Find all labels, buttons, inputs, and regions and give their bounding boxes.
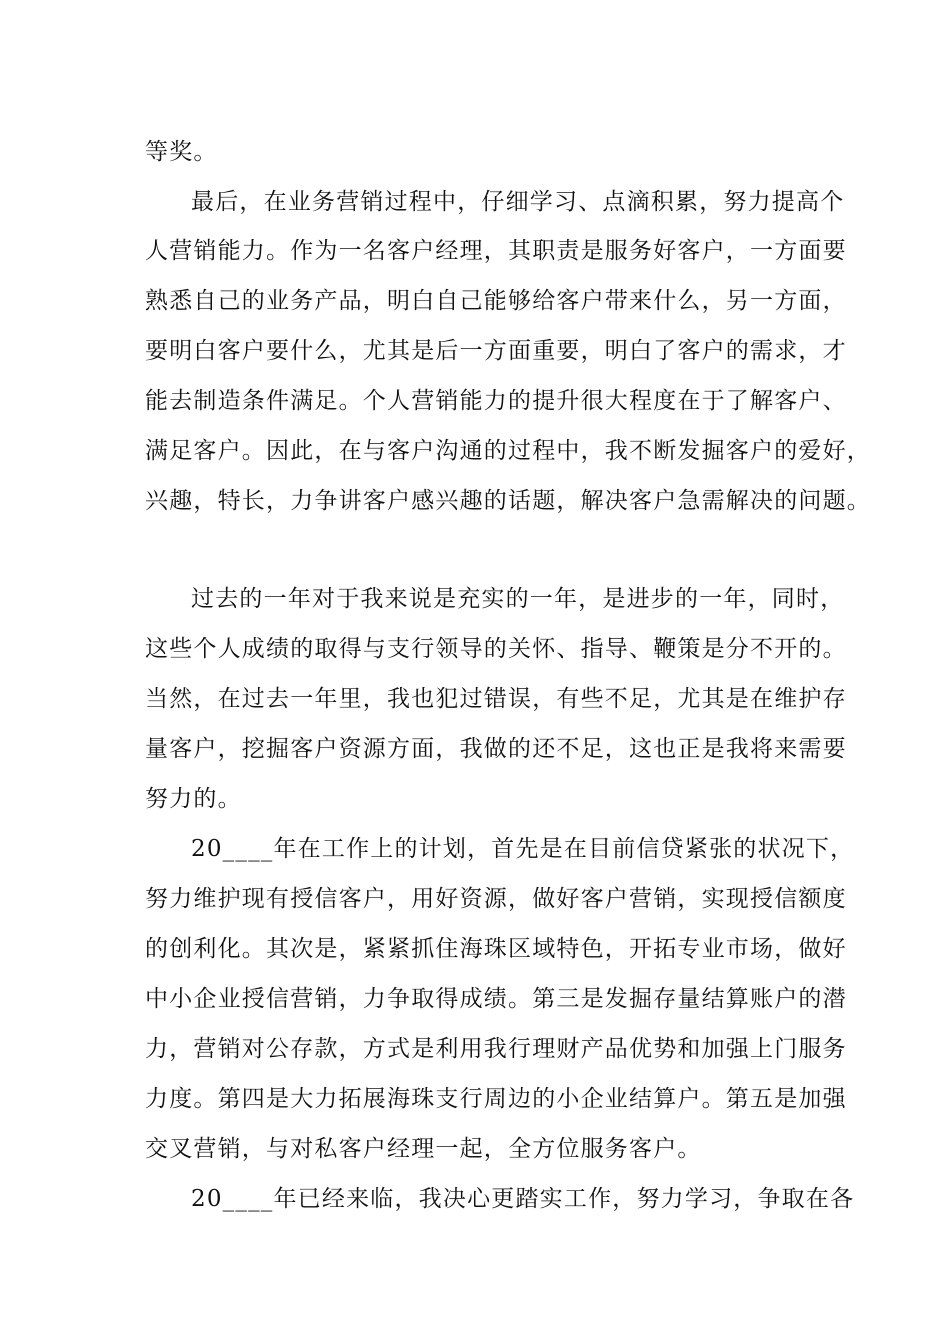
- paragraph-line: 等奖。: [145, 139, 218, 165]
- paragraph-line: 人营销能力。作为一名客户经理，其职责是服务好客户，一方面要: [145, 238, 847, 264]
- paragraph-line: 交叉营销，与对私客户经理一起，全方位服务客户。: [145, 1136, 702, 1162]
- paragraph-line: 20____年在工作上的计划，首先是在目前信贷紧张的状况下，: [191, 836, 855, 862]
- paragraph-line: 的创利化。其次是，紧紧抓住海珠区域特色，开拓专业市场，做好: [145, 936, 847, 962]
- paragraph-line: 量客户，挖掘客户资源方面，我做的还不足，这也正是我将来需要: [145, 736, 847, 762]
- paragraph-line: 最后，在业务营销过程中，仔细学习、点滴积累，努力提高个: [191, 189, 845, 215]
- paragraph-line: 兴趣，特长，力争讲客户感兴趣的话题，解决客户急需解决的问题。: [145, 488, 871, 514]
- paragraph-line: 当然，在过去一年里，我也犯过错误，有些不足，尤其是在维护存: [145, 686, 847, 712]
- paragraph-line: 努力的。: [145, 786, 242, 812]
- paragraph-line: 能去制造条件满足。个人营销能力的提升很大程度在于了解客户、: [145, 388, 847, 414]
- paragraph-line: 力，营销对公存款，方式是利用我行理财产品优势和加强上门服务: [145, 1036, 847, 1062]
- paragraph-line: 这些个人成绩的取得与支行领导的关怀、指导、鞭策是分不开的。: [145, 636, 847, 662]
- paragraph-line: 力度。第四是大力拓展海珠支行周边的小企业结算户。第五是加强: [145, 1086, 847, 1112]
- paragraph-line: 努力维护现有授信客户，用好资源，做好客户营销，实现授信额度: [145, 886, 847, 912]
- paragraph-line: 20____年已经来临，我决心更踏实工作，努力学习，争取在各: [191, 1186, 855, 1212]
- paragraph-line: 过去的一年对于我来说是充实的一年，是进步的一年，同时，: [191, 586, 845, 612]
- paragraph-line: 要明白客户要什么，尤其是后一方面重要，明白了客户的需求，才: [145, 338, 847, 364]
- paragraph-line: 熟悉自己的业务产品，明白自己能够给客户带来什么，另一方面，: [145, 288, 847, 314]
- paragraph-line: 满足客户。因此，在与客户沟通的过程中，我不断发掘客户的爱好，: [145, 438, 871, 464]
- paragraph-line: 中小企业授信营销，力争取得成绩。第三是发掘存量结算账户的潜: [145, 986, 847, 1012]
